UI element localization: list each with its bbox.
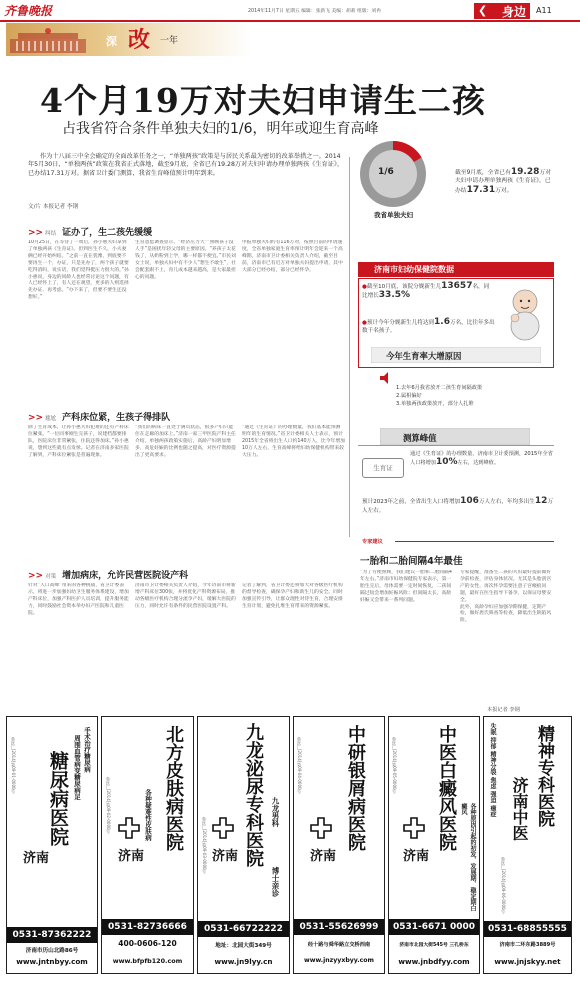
ad-tagline: 手术治疗糖尿病 (83, 727, 91, 773)
stat-forecast (362, 318, 497, 335)
ad-website: www.jnbdfyy.com (398, 957, 470, 966)
section-heading-1 (28, 225, 152, 238)
body-column (28, 583, 131, 708)
ad-tagline: 各种原因引起的初发、发展期、稳定期白癜风 (460, 803, 476, 911)
expert-text: “为了方便照顾，我们建议一胎和二胎间隔4年左右。”济南市妇幼保健院专家表示，第一胎生完后，母体需要一定时间恢复，二孩间隔过短会增加妊娠风险；但间隔太长，高龄妊娠又会带来一系列问题。 (360, 570, 452, 603)
ad-hospital-name: 九龙泌尿专科医院 (243, 723, 264, 867)
double-chevron-icon: >> (28, 228, 44, 238)
section-title: 产科床位紧，生孩子得排队 (62, 413, 171, 423)
body-column (242, 240, 345, 405)
ad-dermatology-hospital[interactable] (101, 716, 194, 974)
reason-item: 2.属相偏好 (396, 393, 422, 399)
expert-column (360, 570, 454, 702)
body-column (28, 240, 131, 405)
ad-jiulong-urology-hospital[interactable] (197, 716, 290, 974)
body-text: 针对“人口高峰”带来的各种挑战，省卫计委表示，将进一步加强妇幼卫生服务体系建设，增加产科床位，加强产科医护人员培训，提升服务能力，同时鼓励社会资本举办妇产医院和儿童医院。 (28, 583, 129, 616)
peak1-a: 通过《生育证》的办理数量，济南市卫计委预测，2015年全省人口将增加 (410, 451, 553, 466)
ad-hospital-name: 中研银屑病医院 (345, 725, 366, 851)
ad-phone: 0531-82736666 (102, 919, 193, 935)
ad-hospital-name: 精神专科医院 (534, 725, 554, 827)
peak1-value: 10% (435, 456, 458, 467)
pie-side-text (455, 168, 555, 195)
expert-byline: 本报记者 李钢 (487, 707, 520, 713)
data-box-title: 济南市妇幼保健院数据 (374, 265, 454, 274)
ad-license: 鲁医广[2014]第09-02-0000号 (106, 777, 111, 834)
body-text: 济南市卫计委相关负责人介绍，今年济南市将新增产科床位300张，并将优化产科资源布局，推动各级医疗机构合理分流孕产妇，缓解大医院的压力，同时允许有条件的民营医院设置产科。 (135, 583, 236, 609)
peak-text-1 (410, 451, 555, 467)
ad-website: www.jnzyyxbyy.com (304, 957, 374, 964)
speaker-icon (378, 370, 394, 386)
ad-hotline: 400-0606-120 (118, 939, 177, 948)
ad-phone: 0531-68855555 (484, 921, 571, 937)
ad-hospital-name: 中医白癜风医院 (436, 725, 457, 851)
peak2-value-2: 12 (534, 496, 548, 506)
section-keyword: 纠结 (45, 231, 57, 237)
double-chevron-icon: >> (28, 571, 44, 581)
peak1-b: 左右，达到峰值。 (457, 459, 500, 466)
byline: 文/片 本报记者 李钢 (28, 204, 79, 210)
subheadline: 占我省符合条件单独夫妇的1/6，明年或迎生育高峰 (62, 121, 379, 137)
ad-tagline: 失眠 抑郁 精神分裂 焦虑 强迫 癔症 (489, 723, 496, 818)
ad-website: www.jnjskyy.net (494, 957, 561, 966)
ad-address: 经十路与舜华路立交桥西南 (307, 942, 371, 948)
body-column (135, 425, 238, 563)
ad-website: www.jn9lyy.cn (214, 957, 273, 966)
peak-title: 测算峰值 (403, 433, 437, 443)
stat1-value: 13657 (441, 281, 473, 291)
stat-births (362, 282, 492, 300)
pie-side-a: 截至9月底，全省已有 (455, 170, 511, 176)
ad-tagline: 周围血管病变糖尿病足 (73, 735, 81, 800)
certificate-stamp: 生育证 (362, 458, 404, 478)
ad-phone: 0531-55626999 (294, 919, 384, 935)
ad-psychiatric-hospital[interactable] (483, 716, 572, 974)
body-text: “通过《生育证》的办理数量，我们基本能预测明年的生育情况。”省卫计委相关人士表示，预计2015年全省将出生人口约140万人，比今年增加10万人左右，生育高峰将给妇幼保健机构带来较大压力。 (242, 425, 345, 458)
bullet-icon: ● (362, 320, 367, 326)
expert-rule (395, 541, 554, 542)
ad-city: 济南 (23, 851, 50, 866)
banner-word-year: 一年 (160, 36, 179, 46)
medical-cross-icon (212, 817, 234, 839)
ad-city: 济南中医 (510, 777, 529, 841)
ad-phone: 0531-6671 0000 (389, 919, 479, 935)
great-hall-icon (8, 27, 88, 53)
body-text: 除了生育成本，让孙小惠夫妇犯难的还有产科床位紧张。“一位同事刚生完孩子，说建档都要排队，医院床位非常紧张，住院还得加床。”孙小惠说，想到这些就有点发怵。记者在济南多家医院了解到，产科床位紧张是普遍现象。 (28, 425, 129, 458)
body-text: “我们的病床一直处于满员状态，很多产妇只能住在走廊的加床上。”济南一家三甲医院产科主任介绍，单独两孩政策实施后，高龄产妇明显增多，高危妊娠的比例也随之提高，对医疗资源提出了更高要求。 (135, 425, 236, 458)
banner-word-reform: 改 (128, 27, 151, 53)
reason-item: 3.单独两孩政策放开，部分人扎堆 (396, 401, 474, 407)
baby-icon (503, 286, 547, 342)
expert-column (460, 570, 554, 702)
section-title: 增加病床，允许民营医院设产科 (62, 571, 189, 581)
ad-phone: 0531-87362222 (7, 927, 97, 943)
stat2-text-a: 预计今年分娩新生儿将达到 (366, 320, 435, 326)
column-divider (349, 157, 350, 537)
ad-hospital-name: 糖尿病医院 (47, 751, 69, 846)
medical-cross-icon (118, 817, 140, 839)
page-number: A11 (536, 6, 552, 15)
ad-strip (6, 716, 572, 974)
ad-city: 济南 (118, 849, 145, 864)
bullet-icon: ● (362, 284, 367, 290)
ad-hospital-name: 北方皮肤病医院 (163, 725, 184, 851)
medical-cross-icon (403, 817, 425, 839)
peak-rule (358, 445, 554, 446)
peak2-a: 预计2023年之前，全省出生人口将增加 (362, 499, 461, 505)
ad-address: 地址：北园大街349号 (215, 943, 272, 949)
ad-tagline: 博士亲诊 (271, 867, 280, 897)
pie-side-big-b: 17.31 (466, 184, 496, 195)
expert-text: 此外，高龄孕妇应加强孕期保健，定期产检，做好唐氏筛查等检查，降低出生缺陷风险。 (460, 604, 552, 624)
ad-phone: 0531-66722222 (198, 921, 289, 937)
expert-title: 一胎和二胎间隔4年最佳 (360, 556, 463, 567)
ad-tagline: 各种疑难性皮肤病 (144, 789, 152, 841)
stat1-text-b: 名，同比增长 (362, 284, 490, 299)
body-text: 生育意愿调查显示，“经济压力大”“照顾孩子没人手”是困扰年轻父母的主要原因。“养孩子太花钱了，从奶粉到上学，哪一样都不便宜。”市民刘女士说，单独夫妇中有不少人“想生不敢生”，社会配套跟不上，育儿成本越来越高，是大家最担心的问题。 (135, 240, 236, 280)
section-heading-2 (28, 410, 170, 423)
body-text: 记者了解到，省卫计委还将加大对各级医疗机构的督导检查，确保孕产妇和新生儿的安全。同时加强宣传引导，让群众理性对待生育，合理安排生育计划，避免扎堆生育带来的资源紧张。 (242, 583, 343, 609)
body-column (135, 583, 238, 708)
ad-city: 济南 (403, 849, 430, 864)
body-column (242, 425, 345, 563)
ad-website: www.bfpfb120.com (112, 957, 183, 965)
stat1-percent: 33.5% (378, 290, 411, 300)
headline: 4个月19万对夫妇申请生二孩 (40, 81, 486, 120)
newspaper-brand: 齐鲁晚报 (4, 4, 53, 18)
ad-website: www.jntnbyy.com (16, 957, 88, 966)
ad-city: 济南 (310, 849, 337, 864)
body-text: 10月25日，在等待了一周后，孙小惠夫妇拿到了单独两孩《生育证》。但到医生不久，小夫妻俩已经开始纠结。“之前一直在犹豫，到底要不要再生一个，办证，只是先办了，两个孩子就要吃得消吗，说实话，我们觉得挺压力很大的。”孙小惠说，身边的同龄人也经常讨论这个问题，有人已经怀上了，有人还在观望，更多的人则选择先办证、再考虑。“办下来了，但要不要生还没想好。” (28, 240, 129, 301)
peak-text-2 (362, 497, 554, 516)
pie-side-c: 万对。 (495, 187, 513, 194)
ad-license: 鲁医广[2014]第09-03-0000号 (202, 817, 207, 874)
body-column (135, 240, 238, 405)
lead-text: 作为十八届三中全会确定的全面改革任务之一，“单独两孩”政策是与居民关系最为密切的改革举措之一。2014年5月30日，“单独两孩”政策在我省正式落地，截至9月底，全省已有19.28万对夫妇申请办理单独两孩《生育证》，已办结17.31万对。据省卫计委门测算，我省生育峰值预计明年到来。 (28, 153, 344, 177)
ad-vitiligo-hospital[interactable] (388, 716, 480, 974)
body-column (242, 583, 345, 708)
ad-address: 济南市历山北路86号 (25, 948, 79, 954)
banner-word-deep: 深 (106, 35, 117, 48)
ad-city: 济南 (212, 849, 239, 864)
ad-license: 鲁医广[2014]第09-04-0000号 (297, 737, 302, 794)
ad-license: 鲁医广[2014]第09-05-0000号 (392, 737, 397, 794)
section-label: 身边 (502, 5, 527, 19)
ad-psoriasis-hospital[interactable] (293, 716, 385, 974)
ad-tagline: 九龙男科 (271, 797, 280, 827)
ad-diabetes-hospital[interactable] (6, 716, 98, 974)
peak2-c: 万人左右。 (362, 499, 554, 514)
chevron-left-icon: ❮ (478, 4, 488, 17)
reasons-list (396, 384, 482, 408)
ad-license: 鲁医广[2014]第09-06-0000号 (501, 857, 506, 914)
double-chevron-icon: >> (28, 413, 44, 423)
header-rule (0, 20, 580, 22)
issue-meta: 2014年11月7日 星期五 编辑：张新飞 美编：胡莉 组版：刘冉 (248, 9, 381, 14)
stat2-value: 1.6 (434, 317, 450, 327)
ad-license: 鲁医广[2014]第09-01-0000号 (11, 737, 16, 794)
pie-caption: 我省单独夫妇 (374, 211, 413, 219)
section-title: 证办了，生二孩先缓缓 (62, 228, 153, 238)
expert-text: 专家提醒，准备生二孩的夫妇最好提前做好孕前检查，评估身体状况。尤其是头胎剖宫产的女性，再次怀孕需要注意子宫瘢痕问题，最好在医生指导下备孕，以保证母婴安全。 (460, 570, 552, 603)
section-keyword: 尴尬 (45, 416, 57, 422)
ad-address: 济南市北园大街545号 三孔桥东 (399, 943, 469, 948)
peak2-b: 万人左右，年均多出生 (478, 499, 535, 505)
body-text: 申报单独夫妇约有116万对，按照目前的申请速度，全省单独家庭生育率预计明年会迎来一个高峰期。济南市卫计委相关负责人介绍，截至目前，济南市已有近万对单独夫妇提出申请，其中大部分已经办结，部分已经怀孕。 (242, 240, 343, 273)
reasons-title: 今年生育率大增原因 (386, 351, 462, 361)
reason-item: 1.去年6月我省放开二孩生育间隔政策 (396, 385, 483, 391)
stat2-text-b: 万名，比往年多出数千名孩子。 (362, 320, 495, 334)
body-column (28, 425, 131, 563)
peak2-value: 106 (460, 496, 479, 506)
medical-cross-icon (310, 817, 332, 839)
section-heading-3 (28, 568, 188, 581)
pie-side-big-a: 19.28 (510, 167, 540, 177)
ad-address: 济南市二环东路3889号 (499, 942, 556, 948)
pie-fraction-label: 1/6 (378, 167, 394, 177)
pie-side-b: 万对夫妇申请办理单独两孩《生育证》，已办结 (455, 170, 551, 194)
section-keyword: 对策 (45, 574, 57, 580)
expert-tag: 专家建议 (362, 539, 383, 545)
stat1-text-a: 截至10月底，该院分娩新生儿 (366, 284, 442, 290)
lead-paragraph (28, 153, 344, 178)
